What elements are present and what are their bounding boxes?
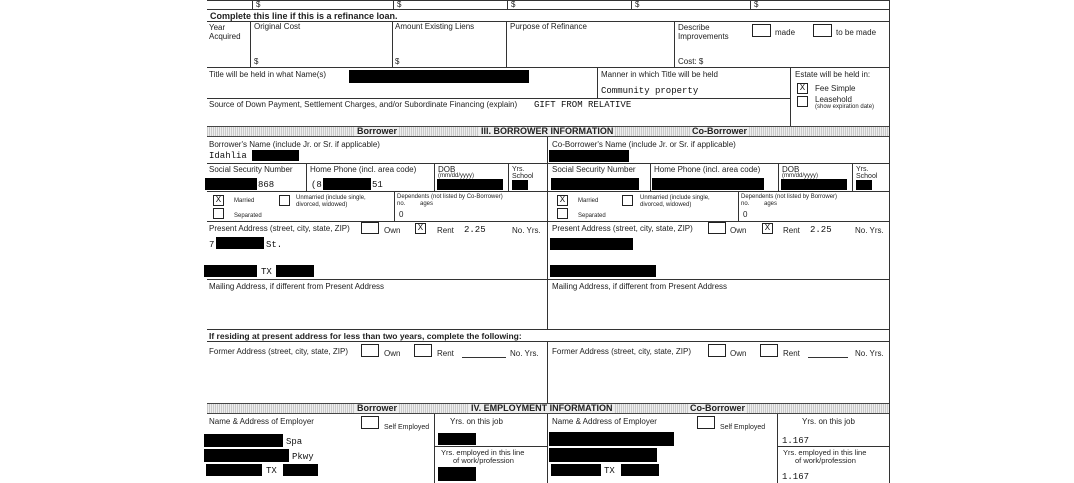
redaction-bar: [438, 433, 476, 445]
section-iii-header: [207, 126, 890, 137]
redaction-bar: [205, 178, 257, 190]
divider: [250, 21, 251, 67]
dollar-mark: $: [635, 0, 640, 9]
co-dependents-no: no.: [741, 201, 750, 207]
co-dependents-value: 0: [743, 210, 748, 219]
divider: [852, 163, 853, 191]
dollar-mark: $: [511, 0, 516, 9]
borrower-dependents-value: 0: [399, 210, 404, 219]
borrower-header: Borrower: [357, 126, 398, 136]
co-dob-label: DOB: [782, 165, 800, 174]
divider: [393, 0, 394, 9]
borrower-former-address-label: Former Address (street, city, state, ZIP): [209, 347, 348, 356]
co-dependents-label: Dependents (not listed by Borrower): [741, 194, 838, 200]
co-present-address-label: Present Address (street, city, state, ZIP): [552, 224, 693, 233]
borrower-ssn-label: Social Security Number: [209, 165, 293, 174]
borrower-former-rent-label: Rent: [437, 349, 454, 358]
divider: [252, 0, 253, 9]
redaction-bar: [549, 448, 657, 462]
former-title: If residing at present address for less than two years, complete the following:: [209, 331, 522, 341]
row-border: [207, 163, 890, 164]
divider: [394, 191, 395, 221]
redaction-bar: [652, 178, 764, 190]
dollar-mark: $: [397, 0, 402, 9]
divider: [750, 0, 751, 9]
form-right-border: [889, 0, 890, 483]
redaction-bar: [349, 70, 529, 83]
co-former-own-label: Own: [730, 349, 747, 358]
borrower-address-line1-end: St.: [266, 240, 283, 250]
refinance-title: Complete this line if this is a refinance loan.: [210, 11, 398, 21]
borrower-rent-checkbox[interactable]: X: [415, 223, 426, 234]
redaction-bar: [551, 464, 601, 476]
year-acquired-label: Year Acquired: [209, 23, 241, 41]
co-married-label: Married: [578, 198, 599, 204]
borrower-address-state: TX: [261, 267, 272, 277]
divider: [778, 163, 779, 191]
borrower-self-employed-checkbox[interactable]: [361, 416, 379, 429]
row-border: [207, 191, 890, 192]
borrower-yrs-school-label: Yrs. School: [512, 166, 534, 180]
divider: [777, 414, 778, 483]
dollar-mark: $: [256, 0, 261, 9]
redaction-bar: [549, 432, 674, 446]
co-former-rent-label: Rent: [783, 349, 800, 358]
co-dob-format: (mm/dd/yyyy): [782, 173, 818, 179]
leasehold-checkbox[interactable]: [797, 96, 808, 107]
divider: [506, 21, 507, 67]
leasehold-label: Leasehold: [815, 95, 852, 104]
co-former-own-checkbox[interactable]: [708, 344, 726, 357]
co-employer-label: Name & Address of Employer: [552, 417, 657, 426]
borrower-former-own-label: Own: [384, 349, 401, 358]
borrower-former-own-checkbox[interactable]: [361, 344, 379, 357]
co-borrower-name-label: Co-Borrower's Name (include Jr. or Sr. if applicable): [552, 140, 736, 149]
made-checkbox[interactable]: [752, 24, 771, 37]
co-yrs-employed-value: 1.167: [782, 472, 810, 482]
co-own-label: Own: [730, 226, 747, 235]
divider: [650, 163, 651, 191]
borrower-header: Borrower: [357, 403, 398, 413]
row-border: [207, 329, 890, 330]
redaction-bar: [438, 467, 476, 481]
redaction-bar: [283, 464, 318, 476]
original-cost-label: Original Cost: [254, 22, 301, 31]
redaction-bar: [550, 265, 656, 277]
borrower-yrs-on-job-label: Yrs. on this job: [450, 417, 503, 426]
section-iv-header: [207, 403, 890, 414]
borrower-dependents-label: Dependents (not listed by Co-Borrower): [397, 194, 503, 200]
co-no-yrs-value: 2.25: [810, 225, 832, 235]
estate-label: Estate will be held in:: [795, 70, 871, 79]
borrower-name-label: Borrower's Name (include Jr. or Sr. if applicable): [209, 140, 380, 149]
row-border: [207, 9, 890, 10]
borrower-yrs-employed-line2: of work/profession: [453, 456, 514, 465]
divider: [392, 21, 393, 67]
co-married-checkbox[interactable]: X: [557, 195, 568, 206]
cost-label: Cost: $: [678, 57, 704, 66]
co-rent-label: Rent: [783, 226, 800, 235]
made-label: made: [775, 28, 796, 37]
co-borrower-header: Co-Borrower: [692, 126, 748, 136]
top-border: [207, 0, 890, 1]
center-divider: [547, 414, 548, 483]
co-yrs-employed-line2: of work/profession: [795, 456, 856, 465]
manner-label: Manner in which Title will be held: [601, 70, 718, 79]
borrower-mailing-label: Mailing Address, if different from Present Address: [209, 282, 385, 291]
borrower-address-line1-start: 7: [209, 240, 215, 250]
manner-value: Community property: [601, 86, 699, 96]
source-value: GIFT FROM RELATIVE: [534, 100, 632, 110]
redaction-bar: [204, 265, 257, 277]
borrower-former-no-yrs: No. Yrs.: [510, 349, 539, 358]
borrower-own-checkbox[interactable]: [361, 222, 379, 234]
title-held-label: Title will be held in what Name(s): [209, 70, 327, 79]
redaction-bar: [252, 150, 299, 161]
center-divider: [547, 137, 548, 329]
borrower-phone-end: 51: [372, 180, 383, 190]
borrower-dependents-no: no.: [397, 201, 406, 207]
borrower-employer-line3: TX: [266, 466, 277, 476]
borrower-employer-label: Name & Address of Employer: [209, 417, 314, 426]
borrower-employer-line2: Pkwy: [292, 452, 314, 462]
borrower-married-checkbox[interactable]: X: [213, 195, 224, 206]
borrower-dob-label: DOB: [438, 165, 456, 174]
borrower-employer-line1: Spa: [286, 437, 303, 447]
center-divider: [547, 341, 548, 403]
borrower-self-employed-label: Self Employed: [384, 424, 430, 431]
co-mailing-label: Mailing Address, if different from Present Address: [552, 282, 728, 291]
redaction-bar: [512, 180, 528, 190]
co-yrs-employed-line1: Yrs. employed in this line: [783, 448, 867, 457]
co-own-checkbox[interactable]: [708, 222, 726, 234]
co-separated-label: Separated: [578, 213, 606, 219]
describe-improvements-label: Describe Improvements: [678, 23, 729, 41]
underline: [808, 357, 848, 358]
redaction-bar: [323, 178, 371, 190]
leasehold-note: (show expiration date): [815, 104, 875, 110]
to-be-made-label: to be made: [836, 28, 877, 37]
purpose-refinance-label: Purpose of Refinance: [510, 22, 587, 31]
co-unmarried-label: Unmarried (include single, divorced, widowed): [640, 195, 710, 208]
redaction-bar: [204, 449, 289, 462]
divider: [674, 21, 675, 67]
redaction-bar: [781, 179, 847, 190]
borrower-present-address-label: Present Address (street, city, state, ZIP): [209, 224, 350, 233]
co-unmarried-checkbox[interactable]: [622, 195, 633, 206]
co-self-employed-checkbox[interactable]: [697, 416, 715, 429]
fee-simple-label: Fee Simple: [815, 84, 856, 93]
row-border: [207, 98, 790, 99]
co-yrs-school-label: Yrs. School: [856, 166, 878, 180]
row-border: [207, 67, 890, 68]
borrower-separated-checkbox[interactable]: [213, 208, 224, 219]
row-border: [207, 341, 890, 342]
section-iv-title: IV. EMPLOYMENT INFORMATION: [471, 403, 613, 413]
dollar-mark: $: [754, 0, 759, 9]
borrower-name-value: Idahlia: [209, 151, 247, 161]
row-border: [777, 446, 890, 447]
borrower-own-label: Own: [384, 226, 401, 235]
redaction-bar: [856, 180, 872, 190]
redaction-bar: [549, 150, 629, 162]
row-border: [207, 279, 890, 280]
co-former-rent-checkbox[interactable]: [760, 344, 778, 357]
borrower-married-label: Married: [234, 198, 255, 204]
co-no-yrs-label: No. Yrs.: [855, 226, 884, 235]
redaction-bar: [276, 265, 314, 277]
borrower-phone-start: (8: [311, 180, 322, 190]
co-employer-line3: TX: [604, 466, 615, 476]
amount-existing-liens-label: Amount Existing Liens: [395, 22, 475, 31]
redaction-bar: [206, 464, 262, 476]
liens-dollar: $: [395, 57, 400, 66]
co-yrs-on-job-value: 1.167: [782, 436, 810, 446]
borrower-yrs-employed-line1: Yrs. employed in this line: [441, 448, 525, 457]
to-be-made-checkbox[interactable]: [813, 24, 832, 37]
divider: [597, 67, 598, 98]
divider: [507, 0, 508, 9]
divider: [790, 67, 791, 126]
borrower-unmarried-label: Unmarried (include single, divorced, widowed): [296, 195, 366, 208]
underline: [462, 357, 506, 358]
borrower-former-rent-checkbox[interactable]: [414, 344, 432, 357]
redaction-bar: [204, 434, 283, 447]
borrower-dependents-ages: ages: [420, 201, 434, 207]
redaction-bar: [437, 179, 503, 190]
borrower-separated-label: Separated: [234, 213, 262, 219]
co-self-employed-label: Self Employed: [720, 424, 766, 431]
borrower-no-yrs-label: No. Yrs.: [512, 226, 541, 235]
section-iii-title: III. BORROWER INFORMATION: [481, 126, 614, 136]
borrower-rent-label: Rent: [437, 226, 454, 235]
co-yrs-on-job-label: Yrs. on this job: [802, 417, 855, 426]
borrower-dob-format: (mm/dd/yyyy): [438, 173, 474, 179]
co-former-no-yrs: No. Yrs.: [855, 349, 884, 358]
source-label: Source of Down Payment, Settlement Charges, and/or Subordinate Financing (explain): [209, 100, 518, 109]
co-former-address-label: Former Address (street, city, state, ZIP): [552, 347, 691, 356]
divider: [738, 191, 739, 221]
co-rent-checkbox[interactable]: X: [762, 223, 773, 234]
fee-simple-checkbox[interactable]: X: [797, 83, 808, 94]
redaction-bar: [621, 464, 659, 476]
divider: [508, 163, 509, 191]
divider: [306, 163, 307, 191]
co-phone-label: Home Phone (incl. area code): [654, 165, 761, 174]
divider: [631, 0, 632, 9]
co-separated-checkbox[interactable]: [557, 208, 568, 219]
redaction-bar: [551, 178, 639, 190]
redaction-bar: [216, 237, 264, 249]
divider: [434, 414, 435, 483]
co-dependents-ages: ages: [764, 201, 778, 207]
original-cost-dollar: $: [254, 57, 259, 66]
borrower-unmarried-checkbox[interactable]: [279, 195, 290, 206]
row-border: [434, 446, 547, 447]
divider: [434, 163, 435, 191]
borrower-no-yrs-value: 2.25: [464, 225, 486, 235]
row-border: [207, 221, 890, 222]
co-ssn-label: Social Security Number: [552, 165, 636, 174]
borrower-ssn-value: 868: [258, 180, 275, 190]
borrower-phone-label: Home Phone (incl. area code): [310, 165, 417, 174]
co-borrower-header: Co-Borrower: [690, 403, 746, 413]
redaction-bar: [550, 238, 633, 250]
